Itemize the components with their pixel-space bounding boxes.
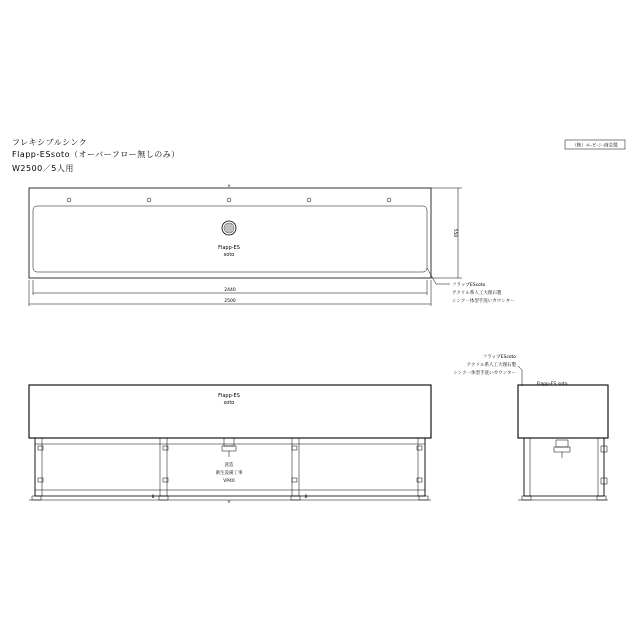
title-line-1: フレキシブルシンク (12, 138, 88, 147)
plan-callout-line-1: フラップESsoto (452, 283, 486, 288)
dim-depth: 550 (452, 228, 457, 238)
front-foot-1 (32, 496, 41, 500)
side-callout-line-1: フラップESsoto (482, 355, 516, 360)
plan-bowl-outline (33, 206, 427, 272)
front-logo-line-1: Flapp-ES (218, 393, 240, 399)
side-frame (524, 438, 604, 496)
side-foot-2 (597, 496, 606, 500)
front-leg-4 (418, 438, 425, 496)
title-line-2: Flapp-ESsoto（オーバーフロー無しのみ） (12, 150, 180, 159)
dim-outer-width: 2500 (224, 299, 236, 304)
svg-text:×: × (227, 500, 231, 505)
side-callout-leader (518, 366, 522, 386)
front-leg-1 (35, 438, 42, 496)
faucet-hole-2 (147, 198, 151, 202)
company-name: （株）エ-ビ-シ-商会製 (572, 143, 618, 149)
plan-view (29, 183, 515, 306)
front-logo-line-2: soto (223, 400, 235, 406)
front-foot-2 (159, 496, 168, 500)
side-leg-1 (524, 438, 530, 496)
plan-callout-line-2: アクリル系人工大理石製 (452, 291, 502, 296)
plan-center-mark: × (227, 184, 231, 189)
plan-logo-line-1: Flapp-ES (218, 245, 240, 251)
plan-callout-line-3: シンク一体型手洗いカウンター (452, 299, 515, 304)
drain-label-line-1: 洗造 (224, 463, 234, 468)
side-drain-trap-icon (554, 440, 570, 458)
front-leg-3 (292, 438, 299, 496)
front-leg-2 (160, 438, 167, 496)
dim-inner-width: 2440 (224, 288, 236, 293)
faucet-hole-4 (307, 198, 311, 202)
title-line-3: W2500／5人用 (12, 164, 74, 173)
faucet-hole-1 (67, 198, 71, 202)
side-foot-1 (522, 496, 531, 500)
drain-icon (222, 221, 236, 235)
side-view (453, 354, 608, 500)
drain-trap-icon (222, 438, 236, 457)
front-foot-4 (419, 496, 428, 500)
plan-callout-leader (427, 268, 450, 284)
side-callout-line-3: シンク一体型手洗いカウンター (453, 371, 516, 376)
plan-logo-line-2: soto (223, 252, 235, 258)
faucet-hole-3 (227, 198, 231, 202)
drain-label-line-3: VP40 (223, 479, 235, 484)
svg-text:8: 8 (304, 495, 308, 500)
side-counter-body (518, 385, 608, 438)
faucet-hole-5 (387, 198, 391, 202)
front-view (29, 385, 431, 505)
front-foot-3 (291, 496, 300, 500)
svg-text:8: 8 (151, 495, 155, 500)
side-logo: Flapp-ES soto (536, 382, 568, 387)
side-callout-line-2: アクリル系人工大理石製 (466, 363, 516, 368)
faucet-holes (67, 198, 391, 202)
drain-label-line-2: 衛生設備工事 (215, 471, 243, 476)
